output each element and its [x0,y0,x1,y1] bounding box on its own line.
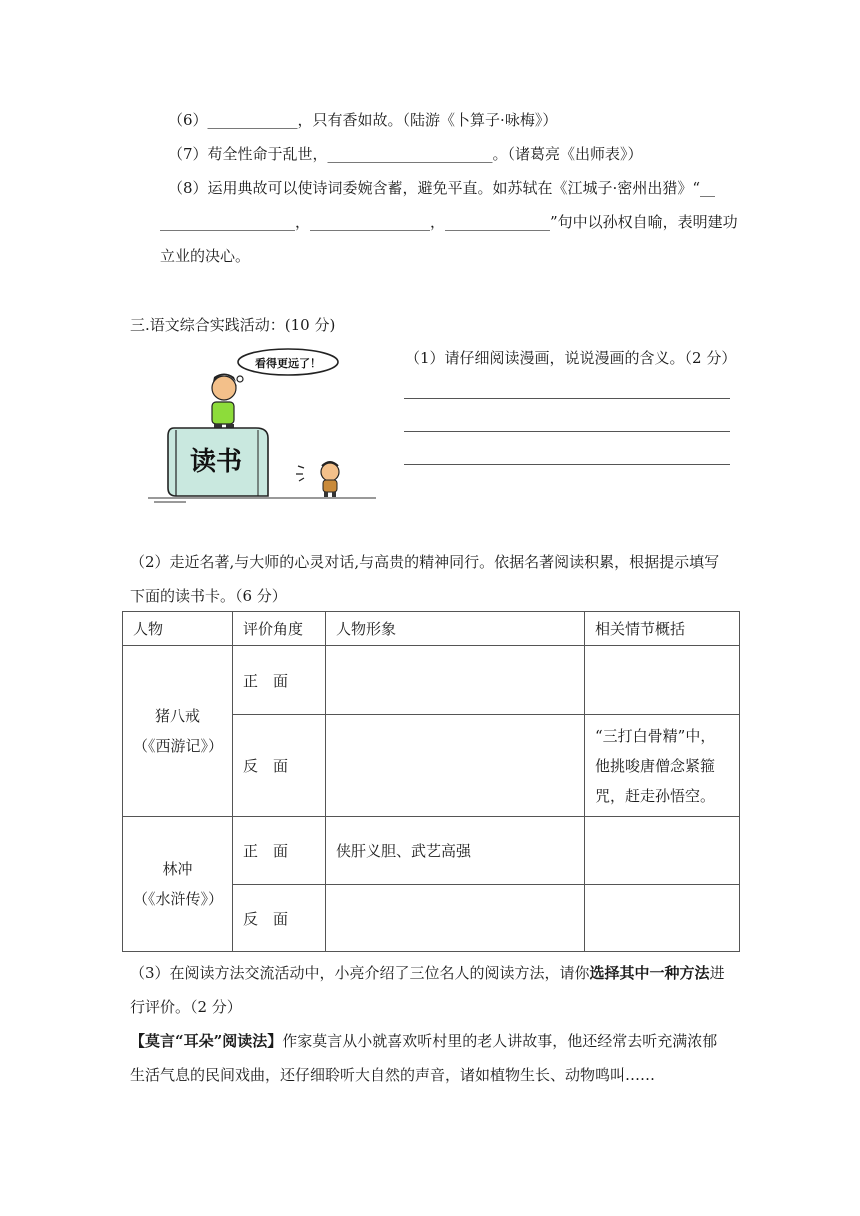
q1-answer-line-1[interactable] [404,398,730,399]
table-row [123,646,740,715]
poem-q8-line2: __________________，________________，______________”句中以孙权自喻，表明建功 [160,213,738,231]
poem-q8-line1: （8）运用典故可以使诗词委婉含蓄，避免平直。如苏轼在《江城子·密州出猎》“__ [168,179,715,197]
character-cell [123,646,233,817]
q1-answer-line-3[interactable] [404,464,730,465]
perspective-negative: 反 面 [233,715,326,817]
poem-q6: （6）____________，只有香如故。（陆游《卜算子·咏梅》） [168,111,558,129]
q1-answer-line-2[interactable] [404,431,730,432]
table-header-row [123,612,740,646]
perspective-positive: 正 面 [233,817,326,885]
q2-prompt-line2: 下面的读书卡。（6 分） [130,587,287,605]
book-text: 读书 [189,447,243,477]
q2-prompt-line1: （2）走近名著,与大师的心灵对话,与高贵的精神同行。依据名著阅读积累，根据提示填写 [130,553,720,571]
image-cell[interactable] [326,885,585,952]
character-book: （《水浒传》） [133,890,224,908]
reading-comic-image [146,346,378,504]
q3-prompt-line1 [130,962,725,984]
poem-q7: （7）苟全性命于乱世，______________________。（诸葛亮《出师表》） [168,145,643,163]
q3-suffix: 进 [709,964,725,982]
header-image: 人物形象 [326,612,585,646]
character-cell [123,817,233,952]
header-character: 人物 [123,612,233,646]
q1-prompt: （1）请仔细阅读漫画，说说漫画的含义。（2 分） [405,349,737,367]
q3-prompt-line2: 行评价。（2 分） [130,998,242,1016]
plot-cell[interactable] [585,885,740,952]
character-book: （《西游记》） [133,737,224,755]
character-name: 林冲 [162,860,193,878]
plot-cell[interactable] [585,817,740,885]
table-row [123,817,740,885]
image-cell[interactable] [326,715,585,817]
plot-cell: “三打白骨精”中，他挑唆唐僧念紧箍咒，赶走孙悟空。 [585,715,740,817]
image-cell: 侠肝义胆、武艺高强 [326,817,585,885]
header-plot: 相关情节概括 [585,612,740,646]
header-perspective: 评价角度 [233,612,326,646]
image-cell[interactable] [326,646,585,715]
poem-q8-line3: 立业的决心。 [160,247,251,265]
moyan-line1 [130,1030,717,1052]
character-name: 猪八戒 [154,707,200,725]
speech-bubble-text: 看得更远了！ [255,357,321,370]
section-3-title: 三.语文综合实践活动：(10 分) [130,316,336,334]
moyan-text1: 作家莫言从小就喜欢听村里的老人讲故事，他还经常去听充满浓郁 [282,1032,718,1050]
moyan-label: 【莫言“耳朵”阅读法】 [130,1032,283,1050]
moyan-line2: 生活气息的民间戏曲，还仔细聆听大自然的声音，诸如植物生长、动物鸣叫…… [130,1066,656,1084]
perspective-negative: 反 面 [233,885,326,952]
q3-bold: 选择其中一种方法 [589,964,710,982]
plot-cell[interactable] [585,646,740,715]
q3-prefix: （3）在阅读方法交流活动中，小亮介绍了三位名人的阅读方法，请你 [130,964,590,982]
reading-card-table [122,611,740,952]
perspective-positive: 正 面 [233,646,326,715]
